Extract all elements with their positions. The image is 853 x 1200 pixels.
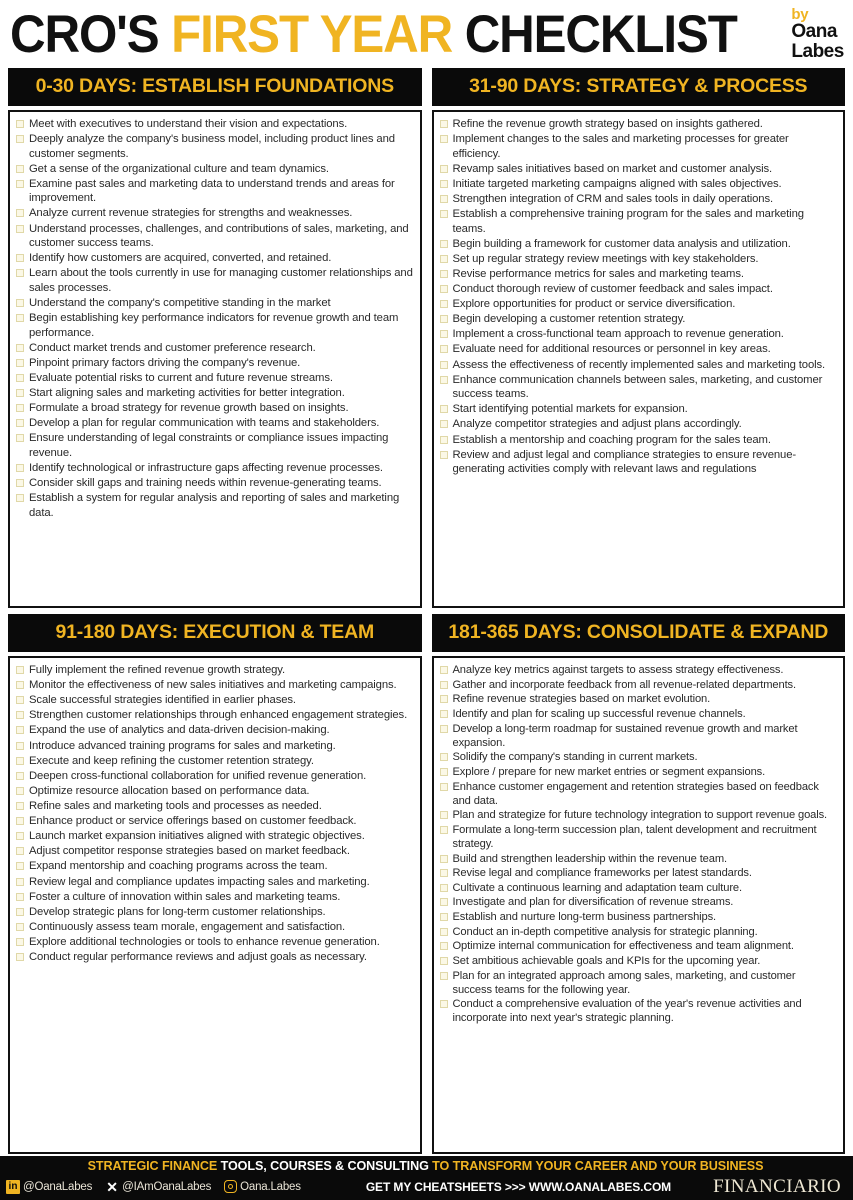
checkbox-icon[interactable] — [16, 878, 24, 886]
social-link-linkedin[interactable] — [6, 1180, 92, 1194]
checklist-item-label: Analyze key metrics against targets to assess strategy effectiveness. — [452, 664, 784, 676]
checklist-item-label: Execute and keep refining the customer retention strategy. — [29, 754, 314, 767]
checklist-item-label: Establish and nurture long-term business partnerships. — [452, 911, 717, 924]
checklist-item[interactable] — [15, 386, 414, 401]
checklist-item-label: Develop a long-term roadmap for sustained revenue growth and market expansion. — [452, 722, 798, 749]
checklist-item-label: Optimize resource allocation based on performance data. — [29, 784, 310, 797]
checkbox-icon[interactable] — [16, 862, 24, 870]
checklist-item-label: Identify how customers are acquired, converted, and retained. — [29, 252, 332, 265]
checklist-91-180-days — [15, 663, 414, 965]
checklist-item-label: Investigate and plan for diversification of revenue streams. — [452, 896, 734, 909]
checkbox-icon[interactable] — [16, 802, 24, 810]
checklist-item[interactable] — [15, 663, 414, 678]
checklist-item[interactable] — [439, 925, 838, 939]
checklist-item-label: Learn about the tools currently in use for managing customer relationships and sales processes. — [29, 267, 413, 294]
section-title-91-180-days: 91-180 DAYS: EXECUTION & TEAM — [8, 614, 422, 652]
checklist-item[interactable] — [15, 754, 414, 769]
checkbox-icon[interactable] — [440, 928, 448, 936]
section-body-31-90-days — [432, 110, 846, 608]
checkbox-icon[interactable] — [16, 135, 24, 143]
checklist-item[interactable] — [15, 371, 414, 386]
checkbox-icon[interactable] — [16, 359, 24, 367]
checklist-item-label: Enhance product or service offerings based on customer feedback. — [29, 815, 357, 828]
checklist-item-label: Revamp sales initiatives based on market and customer analysis. — [452, 162, 773, 175]
checkbox-icon[interactable] — [440, 753, 448, 761]
checkbox-icon[interactable] — [16, 787, 24, 795]
checklist-item-label: Refine sales and marketing tools and processes as needed. — [29, 799, 322, 812]
checklist-item[interactable] — [15, 491, 414, 520]
checklist-item-label: Establish a comprehensive training program for the sales and marketing teams. — [452, 208, 804, 235]
x-handle: @IAmOanaLabes — [122, 1180, 212, 1193]
linkedin-handle: @OanaLabes — [23, 1180, 93, 1193]
checkbox-icon[interactable] — [440, 270, 448, 278]
checklist-item[interactable] — [15, 476, 414, 491]
checkbox-icon[interactable] — [440, 420, 448, 428]
checklist-item-label: Begin building a framework for customer data analysis and utilization. — [452, 237, 791, 250]
checklist-item-label: Identify and plan for scaling up successful revenue channels. — [452, 707, 746, 720]
checklist-item[interactable] — [439, 939, 838, 953]
checkbox-icon[interactable] — [440, 681, 448, 689]
checklist-item-label: Understand processes, challenges, and contributions of sales, marketing, and customer success teams. — [29, 222, 409, 250]
checklist-item-label: Formulate a long-term succession plan, talent development and recruitment strategy. — [452, 823, 817, 850]
checklist-31-90-days — [439, 117, 838, 477]
checklist-item[interactable] — [439, 997, 838, 1025]
checkbox-icon[interactable] — [16, 681, 24, 689]
checklist-item-label: Revise legal and compliance frameworks per latest standards. — [452, 867, 752, 880]
checkbox-icon[interactable] — [440, 405, 448, 413]
checklist-item[interactable] — [15, 844, 414, 859]
checklist-item[interactable] — [439, 282, 838, 297]
checklist-item[interactable] — [439, 342, 838, 357]
checklist-item[interactable] — [15, 708, 414, 723]
checklist-item[interactable] — [439, 866, 838, 880]
checklist-item-label: Establish a system for regular analysis and reporting of sales and marketing data. — [29, 492, 400, 519]
checklist-item-label: Ensure understanding of legal constraints or compliance issues impacting revenue. — [29, 432, 389, 459]
checkbox-icon[interactable] — [16, 225, 24, 233]
checklist-item[interactable] — [439, 117, 838, 132]
checkbox-icon[interactable] — [440, 725, 448, 733]
author-name-line-2: Labes — [791, 40, 844, 62]
checkbox-icon[interactable] — [16, 434, 24, 442]
checklist-item-label: Continuously assess team morale, engagement and satisfaction. — [29, 920, 346, 933]
checklist-item[interactable] — [439, 808, 838, 822]
checklist-item[interactable] — [439, 663, 838, 677]
checklist-item[interactable] — [15, 177, 414, 206]
checklist-item-label: Scale successful strategies identified in earlier phases. — [29, 694, 296, 707]
checklist-item-label: Deepen cross-functional collaboration for unified revenue generation. — [29, 769, 367, 782]
checklist-item[interactable] — [15, 251, 414, 266]
checkbox-icon[interactable] — [16, 389, 24, 397]
checklist-item-label: Gather and incorporate feedback from all revenue-related departments. — [452, 678, 796, 691]
checklist-item-label: Identify technological or infrastructure gaps affecting revenue processes. — [29, 461, 383, 474]
section-title-31-90-days: 31-90 DAYS: STRATEGY & PROCESS — [432, 68, 846, 106]
checkbox-icon[interactable] — [440, 898, 448, 906]
checklist-item[interactable] — [15, 723, 414, 738]
checklist-item-label: Strengthen integration of CRM and sales tools in daily operations. — [452, 192, 774, 205]
checkbox-icon[interactable] — [440, 451, 448, 459]
checklist-item-label: Evaluate potential risks to current and future revenue streams. — [29, 371, 333, 384]
checklist-item[interactable] — [15, 401, 414, 416]
checklist-0-30-days — [15, 117, 414, 520]
checklist-item-label: Enhance customer engagement and retention strategies based on feedback and data. — [452, 780, 819, 807]
checkbox-icon[interactable] — [16, 344, 24, 352]
tagline-part-2: TOOLS, COURSES & CONSULTING — [220, 1158, 433, 1173]
checklist-item[interactable] — [15, 206, 414, 221]
checklist-item[interactable] — [15, 769, 414, 784]
checklist-item[interactable] — [439, 910, 838, 924]
checkbox-icon[interactable] — [440, 240, 448, 248]
checklist-item[interactable] — [15, 920, 414, 935]
checklist-item-label: Develop strategic plans for long-term customer relationships. — [29, 905, 326, 918]
checklist-item-label: Plan for an integrated approach among sales, marketing, and customer success teams for the following year. — [452, 969, 796, 996]
section-body-181-365-days — [432, 656, 846, 1154]
checklist-item[interactable] — [439, 722, 838, 750]
checklist-item[interactable] — [439, 267, 838, 282]
checklist-item[interactable] — [15, 296, 414, 311]
checkbox-icon[interactable] — [440, 1000, 448, 1008]
checkbox-icon[interactable] — [440, 165, 448, 173]
checkbox-icon[interactable] — [16, 494, 24, 502]
checkbox-icon[interactable] — [16, 772, 24, 780]
checklist-item-label: Deeply analyze the company's business model, including product lines and customer segments. — [29, 133, 395, 160]
checklist-item[interactable] — [15, 890, 414, 905]
checklist-item[interactable] — [439, 162, 838, 177]
checkbox-icon[interactable] — [16, 666, 24, 674]
checklist-item[interactable] — [15, 356, 414, 371]
section-91-180-days — [8, 614, 422, 1154]
checklist-item[interactable] — [439, 192, 838, 207]
checkbox-icon[interactable] — [440, 783, 448, 791]
checklist-item[interactable] — [439, 207, 838, 236]
checklist-item-label: Solidify the company's standing in current markets. — [452, 751, 698, 764]
checkbox-icon[interactable] — [16, 269, 24, 277]
checkbox-icon[interactable] — [440, 195, 448, 203]
checklist-item-label: Refine revenue strategies based on market evolution. — [452, 693, 711, 706]
checkbox-icon[interactable] — [16, 817, 24, 825]
checklist-item[interactable] — [439, 312, 838, 327]
checklist-item-label: Develop a plan for regular communication with teams and stakeholders. — [29, 417, 380, 430]
checklist-item-label: Monitor the effectiveness of new sales initiatives and marketing campaigns. — [29, 679, 397, 692]
linkedin-icon: in — [6, 1180, 20, 1194]
checklist-item-label: Analyze current revenue strategies for strengths and weaknesses. — [29, 207, 353, 220]
x-twitter-icon: ✕ — [106, 1178, 118, 1195]
checklist-item-label: Review legal and compliance updates impacting sales and marketing. — [29, 875, 370, 888]
checklist-item[interactable] — [439, 402, 838, 417]
section-title-181-365-days: 181-365 DAYS: CONSOLIDATE & EXPAND — [432, 614, 846, 652]
checklist-item-label: Get a sense of the organizational culture and team dynamics. — [29, 162, 329, 175]
checklist-item[interactable] — [439, 823, 838, 851]
checklist-item-label: Explore opportunities for product or service diversification. — [452, 298, 736, 311]
checklist-item-label: Set ambitious achievable goals and KPIs for the upcoming year. — [452, 955, 761, 968]
checkbox-icon[interactable] — [16, 419, 24, 427]
instagram-handle: Oana.Labes — [240, 1180, 301, 1193]
section-title-0-30-days: 0-30 DAYS: ESTABLISH FOUNDATIONS — [8, 68, 422, 106]
checklist-item-label: Initiate targeted marketing campaigns aligned with sales objectives. — [452, 177, 782, 190]
checklist-item[interactable] — [439, 252, 838, 267]
checkbox-icon[interactable] — [440, 315, 448, 323]
social-link-x[interactable] — [105, 1180, 211, 1194]
checkbox-icon[interactable] — [440, 180, 448, 188]
checkbox-icon[interactable] — [16, 953, 24, 961]
checklist-item-label: Meet with executives to understand their vision and expectations. — [29, 118, 348, 130]
checklist-item-label: Foster a culture of innovation within sales and marketing teams. — [29, 890, 341, 903]
checklist-item-label: Conduct thorough review of customer feedback and sales impact. — [452, 283, 773, 296]
checklist-item-label: Conduct market trends and customer preference research. — [29, 341, 316, 354]
checkbox-icon[interactable] — [16, 120, 24, 128]
checkbox-icon[interactable] — [16, 847, 24, 855]
checkbox-icon[interactable] — [440, 957, 448, 965]
checklist-item-label: Expand the use of analytics and data-driven decision-making. — [29, 724, 330, 737]
checklist-item-label: Start aligning sales and marketing activities for better integration. — [29, 387, 345, 399]
page-footer — [0, 1156, 853, 1200]
checkbox-icon[interactable] — [440, 768, 448, 776]
checklist-item[interactable] — [439, 327, 838, 342]
checkbox-icon[interactable] — [440, 869, 448, 877]
checklist-item[interactable] — [15, 416, 414, 431]
checkbox-icon[interactable] — [440, 135, 448, 143]
sections-grid — [0, 68, 853, 1156]
checkbox-icon[interactable] — [440, 345, 448, 353]
checkbox-icon[interactable] — [440, 913, 448, 921]
checklist-item[interactable] — [439, 373, 838, 402]
checklist-item[interactable] — [15, 678, 414, 693]
tagline-part-3: TO TRANSFORM YOUR CAREER AND YOUR BUSINESS — [432, 1158, 764, 1173]
checklist-item[interactable] — [15, 222, 414, 251]
checkbox-icon[interactable] — [440, 666, 448, 674]
author-name-line-1: Oana — [791, 21, 837, 43]
checklist-item[interactable] — [439, 678, 838, 692]
checklist-181-365-days — [439, 663, 838, 1025]
author-byline — [791, 2, 853, 66]
checklist-item-label: Start identifying potential markets for expansion. — [452, 403, 688, 416]
checklist-item[interactable] — [439, 448, 838, 477]
checklist-item-label: Pinpoint primary factors driving the company's revenue. — [29, 356, 301, 369]
checklist-item[interactable] — [439, 750, 838, 764]
checklist-item-label: Explore additional technologies or tools to enhance revenue generation. — [29, 935, 380, 948]
checklist-item[interactable] — [15, 814, 414, 829]
checklist-item[interactable] — [15, 905, 414, 920]
checklist-item[interactable] — [15, 829, 414, 844]
checkbox-icon[interactable] — [16, 209, 24, 217]
checkbox-icon[interactable] — [440, 826, 448, 834]
brand-logo: FINANCIARIO — [713, 1175, 841, 1197]
checklist-item-label: Adjust competitor response strategies based on market feedback. — [29, 845, 350, 858]
instagram-icon — [224, 1180, 237, 1193]
checklist-item-label: Review and adjust legal and compliance strategies to ensure revenue-generating activities comply with relevant laws and regulations — [452, 448, 797, 476]
checkbox-icon[interactable] — [440, 884, 448, 892]
checkbox-icon[interactable] — [16, 696, 24, 704]
checklist-item[interactable] — [15, 859, 414, 874]
social-links — [6, 1180, 314, 1194]
checklist-item[interactable] — [15, 739, 414, 754]
checkbox-icon[interactable] — [440, 285, 448, 293]
checkbox-icon[interactable] — [16, 893, 24, 901]
checklist-item-label: Revise performance metrics for sales and marketing teams. — [452, 267, 744, 280]
checkbox-icon[interactable] — [16, 254, 24, 262]
social-link-instagram[interactable] — [224, 1180, 301, 1193]
checklist-item[interactable] — [15, 693, 414, 708]
checkbox-icon[interactable] — [16, 165, 24, 173]
checklist-item-label: Optimize internal communication for effectiveness and team alignment. — [452, 940, 794, 953]
checklist-item-label: Consider skill gaps and training needs within revenue-generating teams. — [29, 477, 382, 490]
checkbox-icon[interactable] — [16, 757, 24, 765]
checklist-item-label: Refine the revenue growth strategy based on insights gathered. — [452, 118, 763, 130]
checkbox-icon[interactable] — [16, 832, 24, 840]
checklist-item[interactable] — [15, 162, 414, 177]
checklist-item-label: Introduce advanced training programs for sales and marketing. — [29, 739, 336, 752]
title-part-3: CHECKLIST — [464, 4, 737, 64]
checklist-item-label: Begin establishing key performance indicators for revenue growth and team performance. — [29, 312, 399, 339]
checklist-item-label: Implement changes to the sales and marketing processes for greater efficiency. — [452, 133, 789, 160]
checklist-item[interactable] — [15, 799, 414, 814]
checkbox-icon[interactable] — [440, 695, 448, 703]
checklist-item-label: Formulate a broad strategy for revenue growth based on insights. — [29, 402, 349, 415]
checklist-item-label: Enhance communication channels between sales, marketing, and customer success teams. — [452, 373, 823, 401]
checkbox-icon[interactable] — [16, 711, 24, 719]
checkbox-icon[interactable] — [16, 726, 24, 734]
checklist-item[interactable] — [439, 969, 838, 997]
checkbox-icon[interactable] — [16, 314, 24, 322]
checklist-item-label: Assess the effectiveness of recently implemented sales and marketing tools. — [452, 358, 826, 371]
checklist-item-label: Plan and strategize for future technology integration to support revenue goals. — [452, 809, 827, 822]
checkbox-icon[interactable] — [16, 464, 24, 472]
checklist-item[interactable] — [15, 431, 414, 460]
checkbox-icon[interactable] — [440, 942, 448, 950]
section-body-0-30-days — [8, 110, 422, 608]
checklist-item[interactable] — [15, 461, 414, 476]
checklist-item-label: Analyze competitor strategies and adjust plans accordingly. — [452, 418, 742, 431]
checklist-item-label: Conduct regular performance reviews and adjust goals as necessary. — [29, 951, 367, 964]
byline-text — [791, 7, 843, 61]
checklist-item-label: Conduct an in-depth competitive analysis for strategic planning. — [452, 925, 758, 938]
byline-by-label: by — [791, 5, 809, 23]
checkbox-icon[interactable] — [440, 710, 448, 718]
checkbox-icon[interactable] — [440, 210, 448, 218]
checklist-item[interactable] — [439, 237, 838, 252]
checkbox-icon[interactable] — [16, 938, 24, 946]
checkbox-icon[interactable] — [440, 811, 448, 819]
checkbox-icon[interactable] — [440, 855, 448, 863]
section-0-30-days — [8, 68, 422, 608]
checklist-item[interactable] — [439, 765, 838, 779]
checklist-item[interactable] — [439, 297, 838, 312]
checklist-item[interactable] — [439, 358, 838, 373]
checklist-item[interactable] — [439, 852, 838, 866]
checklist-item-label: Explore / prepare for new market entries or segment expansions. — [452, 765, 766, 778]
checklist-item-label: Set up regular strategy review meetings with key stakeholders. — [452, 252, 759, 265]
checklist-item[interactable] — [15, 311, 414, 340]
checklist-item-label: Conduct a comprehensive evaluation of the year's revenue activities and incorporate into next year's strategic planning. — [452, 998, 802, 1025]
tagline-part-1: STRATEGIC FINANCE — [87, 1158, 221, 1173]
checklist-item-label: Build and strengthen leadership within the revenue team. — [452, 852, 727, 865]
checklist-item-label: Evaluate need for additional resources or personnel in key areas. — [452, 343, 771, 356]
checklist-item[interactable] — [15, 875, 414, 890]
footer-tagline — [6, 1159, 845, 1173]
checklist-item[interactable] — [439, 417, 838, 432]
checklist-item-label: Begin developing a customer retention strategy. — [452, 313, 686, 326]
title-part-2: FIRST YEAR — [171, 4, 465, 64]
checklist-item-label: Cultivate a continuous learning and adaptation team culture. — [452, 881, 742, 894]
checkbox-icon[interactable] — [16, 299, 24, 307]
checklist-item[interactable] — [15, 132, 414, 161]
checklist-item[interactable] — [439, 692, 838, 706]
checklist-item[interactable] — [15, 266, 414, 295]
checkbox-icon[interactable] — [440, 376, 448, 384]
checklist-item-label: Establish a mentorship and coaching program for the sales team. — [452, 433, 771, 446]
cheatsheets-cta[interactable]: GET MY CHEATSHEETS >>> WWW.OANALABES.COM — [365, 1179, 672, 1194]
checklist-item[interactable] — [15, 117, 414, 132]
title-part-1: CRO'S — [10, 4, 172, 64]
checklist-item-label: Implement a cross-functional team approach to revenue generation. — [452, 328, 784, 341]
checklist-item[interactable] — [439, 177, 838, 192]
checkbox-icon[interactable] — [440, 255, 448, 263]
checkbox-icon[interactable] — [16, 908, 24, 916]
checklist-item[interactable] — [15, 935, 414, 950]
checklist-item[interactable] — [15, 950, 414, 965]
checkbox-icon[interactable] — [440, 330, 448, 338]
page-header — [0, 0, 853, 68]
checklist-item[interactable] — [439, 707, 838, 721]
checkbox-icon[interactable] — [440, 300, 448, 308]
checklist-item[interactable] — [439, 780, 838, 808]
checkbox-icon[interactable] — [16, 923, 24, 931]
checklist-item[interactable] — [439, 895, 838, 909]
checklist-item[interactable] — [439, 881, 838, 895]
checklist-item-label: Expand mentorship and coaching programs across the team. — [29, 860, 328, 873]
checkbox-icon[interactable] — [440, 436, 448, 444]
section-body-91-180-days — [8, 656, 422, 1154]
checkbox-icon[interactable] — [16, 180, 24, 188]
checklist-item-label: Fully implement the refined revenue growth strategy. — [29, 664, 286, 676]
checklist-item[interactable] — [439, 132, 838, 161]
checklist-item[interactable] — [439, 433, 838, 448]
page-title — [10, 4, 737, 64]
section-181-365-days — [432, 614, 846, 1154]
section-31-90-days — [432, 68, 846, 608]
checklist-item-label: Launch market expansion initiatives aligned with strategic objectives. — [29, 830, 365, 843]
checkbox-icon[interactable] — [16, 404, 24, 412]
checklist-item[interactable] — [15, 341, 414, 356]
checklist-item-label: Examine past sales and marketing data to understand trends and areas for improvement. — [29, 177, 395, 205]
checklist-item-label: Strengthen customer relationships through enhanced engagement strategies. — [29, 709, 408, 722]
checkbox-icon[interactable] — [16, 742, 24, 750]
checklist-item[interactable] — [439, 954, 838, 968]
checkbox-icon[interactable] — [16, 479, 24, 487]
checklist-item-label: Understand the company's competitive standing in the market — [29, 296, 331, 309]
checkbox-icon[interactable] — [440, 120, 448, 128]
checkbox-icon[interactable] — [440, 361, 448, 369]
checkbox-icon[interactable] — [440, 972, 448, 980]
footer-bottom-row — [6, 1176, 845, 1198]
checkbox-icon[interactable] — [16, 374, 24, 382]
checklist-item[interactable] — [15, 784, 414, 799]
